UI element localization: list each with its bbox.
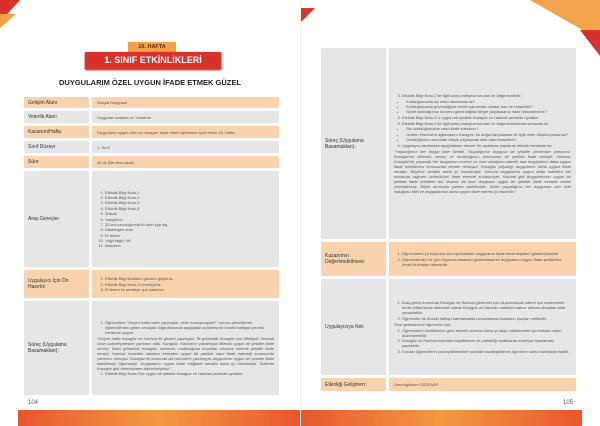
list-item: 1. Öğrencilerin yıl boyunca okul içerisindeki duygularını ifade etme biçimleri gözlemlenebilir.	[402, 251, 571, 256]
row-value	[92, 270, 279, 298]
row-value	[92, 301, 279, 395]
row-label: Kazanımın Değerlendirilmesi:	[321, 242, 386, 276]
activity-title: DUYGULARIM ÖZEL UYGUN İFADE ETMEK GÜZEL	[59, 78, 241, 87]
row-value	[92, 97, 279, 108]
list-item: 1. Öğrencilerin özelliklerine göre etkinlik sürecini daha iyi takip edebilmeleri için fiziksel ortam düzenlenebilir.	[402, 328, 571, 338]
list-item: 2. Karagöz ve Hacivat boyutları büyütülerek ve parlaklığı azaltılarak materyal ayarlaması yapılabilir.	[402, 338, 571, 348]
list-item: 1. Araç-gereç kısmında Karagöz ve Hacivat gösterimi için oluşturulacak sahne için malzemeler temin edilemezse alternatif olarak Karagöz ve Hacivat maketleri sahne dekoru olmadan elde oynatılabilir.	[402, 300, 571, 315]
list-item: 2. Öğrenciler bir önceki haftayı hatırlamakta zorlanırlarsa hatırlatıcı ipuçları verilebilir.	[402, 316, 571, 321]
numbered-list	[97, 319, 274, 335]
value-text: 40 dk (Bir ders saati)	[97, 159, 134, 165]
row-label: Uygulayıcı İçin Ön Hazırlık	[24, 270, 89, 298]
numbered-list	[97, 371, 274, 377]
list-item: 1. Öğrencilere "Geçen hafta neler yapmıştık, neler konuşmuştuk?" sorusu yöneltilerek öğrencilerden gelen cevaplar doğrultusunda aşağıdaki açıklama ile önceki haftaya yönelik özetleme yapılır.	[105, 320, 274, 335]
row-label: Etkinliği Geliştiren:	[321, 378, 386, 391]
numbered-list	[97, 276, 274, 293]
row-label: Yeterlik Alanı	[24, 111, 89, 123]
list-item: 6. Uygulayıcı tarafından aşağıdakine benzer bir açıklama yapılarak etkinlik sonlandırılır:	[402, 143, 571, 148]
value-text: Özel gereksinimli öğrenciler için;	[394, 321, 452, 327]
page-number: 105	[563, 400, 574, 406]
list-item: 2. Etkinlik Bilgi Notu-1'i inceleyiniz.	[105, 282, 274, 287]
table-row	[24, 97, 279, 108]
list-item: 2. Etkinlik Bilgi Notu-2'ye uygun bir şekilde Karagöz ve Hacivat perdede oynatılır.	[105, 371, 274, 376]
quote-text: "Yaşadığımız her duygu bize özeldir. Yaşadığımız duyguyu bir şekilde çevremize yansıtırız. Karagöz'de öfkesini, sevinç ve mutluluğunu, korkusunu bir şekilde ifade etmiştir. Hacivat, Karagöz'ün yaşadığı her duygunun normal ve özel olduğunu bilerek ona duygularını daha uygun ifade edebilmesi konusunda destek olmuştur. Karagöz yaşadığı duygularını daha uygun ifade etmiştir. Böylece kendini daha iyi hissetmiştir. Hacivat duygularını uygun ifade edebilen biri olmasına rağmen üzüntüsünü ifade etmede zorlanmıştır. Hacivat gibi duygularımızı uygun bir şekilde ifade edebilen biri olsanız da bazı duyguları uygun bir şekilde ifade etmede zorluk çekebilirsiniz. Böyle durumda yardım alabilirsiniz. Sizler yaşadığınız her duygunun size özel olduğunu bilin ve duygularınızı daha uygun ifade ederek iyi hissedin."	[394, 148, 571, 194]
list-item: 6. Yapıştırıcı	[105, 217, 274, 222]
list-item: 1. Etkinlik Bilgi Notlarını gözden geçiriniz.	[105, 276, 274, 281]
table-row	[24, 156, 279, 168]
list-item: • Korktuğunuzda siz nasıl davranırsınız?	[406, 99, 571, 104]
bullet-list	[394, 98, 571, 115]
list-item: 10. Yağlı kâğıt / tül	[105, 238, 274, 243]
right-page	[300, 0, 600, 426]
footer-band	[18, 410, 300, 426]
table-row	[24, 301, 279, 395]
list-item: 1. Etkinlik Bilgi Notu-1	[105, 190, 274, 195]
table-row	[321, 48, 576, 239]
row-value	[92, 156, 279, 168]
row-value	[389, 279, 576, 375]
list-item: 9. El feneri	[105, 233, 274, 238]
table-row	[321, 279, 576, 375]
table-row	[24, 111, 279, 123]
numbered-list	[394, 251, 571, 267]
value-text: Ümmügülsüm ÖZDEMİR	[394, 382, 439, 387]
page-number: 104	[28, 400, 39, 406]
list-item: 5. Makas	[105, 211, 274, 216]
value-text: 1. Sınıf	[97, 144, 110, 150]
numbered-list	[394, 115, 571, 126]
footer-band	[301, 410, 582, 426]
table-row	[24, 270, 279, 298]
row-value	[92, 141, 279, 153]
list-item: 3. Etkinlik Bilgi Notu-2 ile ilgili süreç tartışma soruları ile değerlendirilir.	[402, 93, 571, 98]
row-value	[389, 242, 576, 276]
list-item: • Üzülen Hacivat'ın ağlamasını Karagöz 'ün doğal karşılaması ile ilgili neler düşünüyorsunuz?	[406, 132, 571, 137]
value-text: Duyguların uygun olan ve olmayan ifade etme biçimlerini ayırt etme/ 16. Hafta	[97, 129, 235, 135]
numbered-list	[394, 327, 571, 354]
row-label: Uygulayıcıya Not:	[321, 279, 386, 375]
row-value	[92, 171, 279, 267]
row-value	[389, 378, 576, 391]
decor-triangle	[301, 8, 315, 22]
table-row	[24, 141, 279, 153]
table-row	[321, 378, 576, 391]
list-item: 8. Dikdörtgen kutu	[105, 227, 274, 232]
decor-triangle	[580, 30, 600, 56]
list-item: • Üzüldüğünüz durumları biriyle paylaşmak size nasıl hissettirir?	[406, 137, 571, 142]
row-value	[389, 48, 576, 239]
row-label: Araç-Gereçler	[24, 171, 89, 267]
list-item: 2. Öğrencilerden bir gün boyunca insanları gözlemleyerek duygularını uygun ifade şekillerine örnek bulmaları istenebilir.	[402, 257, 571, 267]
list-item: • Siz üzüldüğünüzde nasıl ifade edersiniz?	[406, 126, 571, 131]
table-row	[24, 126, 279, 138]
list-item: 11. Makarna	[105, 243, 274, 248]
numbered-list	[97, 189, 274, 249]
row-label: Kazanım/Hafta	[24, 126, 89, 138]
list-item: 5. Etkinlik Bilgi Notu-3 ile ilgili süreç tartışma soruları ile değerlendirilerek sonlandırılır.	[402, 121, 571, 126]
week-tag: 16. HAFTA	[128, 42, 176, 52]
decor-triangle	[0, 14, 16, 28]
numbered-list	[394, 300, 571, 321]
list-item: 3. Etkinlik Bilgi Notu-3	[105, 200, 274, 205]
value-text: Duyguları Anlama ve Yönetme	[97, 114, 151, 120]
list-item: 3. El feneri ile perdeye ışık yansıtılır.	[105, 287, 274, 292]
quote-text: "Geçen hafta Karagöz ve Hacivat ile gösteri yapmıştık. İlk gösteride Karagöz çok öfkeliydi. Hacivat onun sakinleşmesine yardımcı oldu. Karagöz, Hacivat'ın yardımıyla öfkesini uygun bir şekilde ifade etmeyi. İkinci gösteride Karagöz, sevincini, mutluluğunu insanları rahatsız edecek şekilde ifade etmişti. Hacivat insanları rahatsız etmeden uygun bir şekilde nasıl ifade edeceği konusunda yardımcı olmuştu. Karagöz iki durumda da Hacivat'ın yardımıyla duygularını uygun bir şekilde ifade edebilmeyi öğrenmişti. Duygularını uygun ifade ettiğinde kendini daha iyi hissetmişti. Sizlerde Karagöz gibi hislerinizden bahsetmiştiniz."	[97, 335, 274, 371]
table-row	[321, 242, 576, 276]
list-item: 7. 20 cm uzunluğunda iki adet çöp şiş	[105, 222, 274, 227]
numbered-list	[394, 143, 571, 149]
row-label: Süre	[24, 156, 89, 168]
row-label: Süreç (Uygulama Basamakları):	[321, 48, 386, 239]
list-item: 2. Etkinlik Bilgi Notu-2	[105, 195, 274, 200]
value-text: Sosyal Duygusal	[97, 100, 127, 105]
table-row	[24, 171, 279, 267]
row-label: Süreç (Uygulama Basamakları):	[24, 301, 89, 395]
list-item: • Sizde korktuğunuz durumu güvendiğiniz biriyle paylaşsanız nasıl hissedersiniz?	[406, 109, 571, 114]
row-value	[92, 111, 279, 123]
list-item: 3. Sorular öğrencilerin kavrayabilecekleri şekilde basitleştirilerek öğrenme süreci farklılaştırılabilir.	[402, 349, 571, 354]
section-banner: 1. SINIF ETKİNLİKLERİ	[85, 52, 221, 69]
bullet-list	[394, 126, 571, 143]
row-label: Gelişim Alanı	[24, 97, 89, 108]
row-label: Sınıf Düzeyi	[24, 141, 89, 153]
row-value	[92, 126, 279, 138]
list-item: • Korktuğunuzda güvendiğiniz birinin yanınızda olması size ne hissettirir?	[406, 104, 571, 109]
list-item: 4. Etkinlik Bilgi Notu-3 'e uygun bir şekilde Karagöz ve Hacivat perdede oynatılır.	[402, 115, 571, 120]
list-item: 4. Etkinlik Bilgi Notu-4	[105, 206, 274, 211]
